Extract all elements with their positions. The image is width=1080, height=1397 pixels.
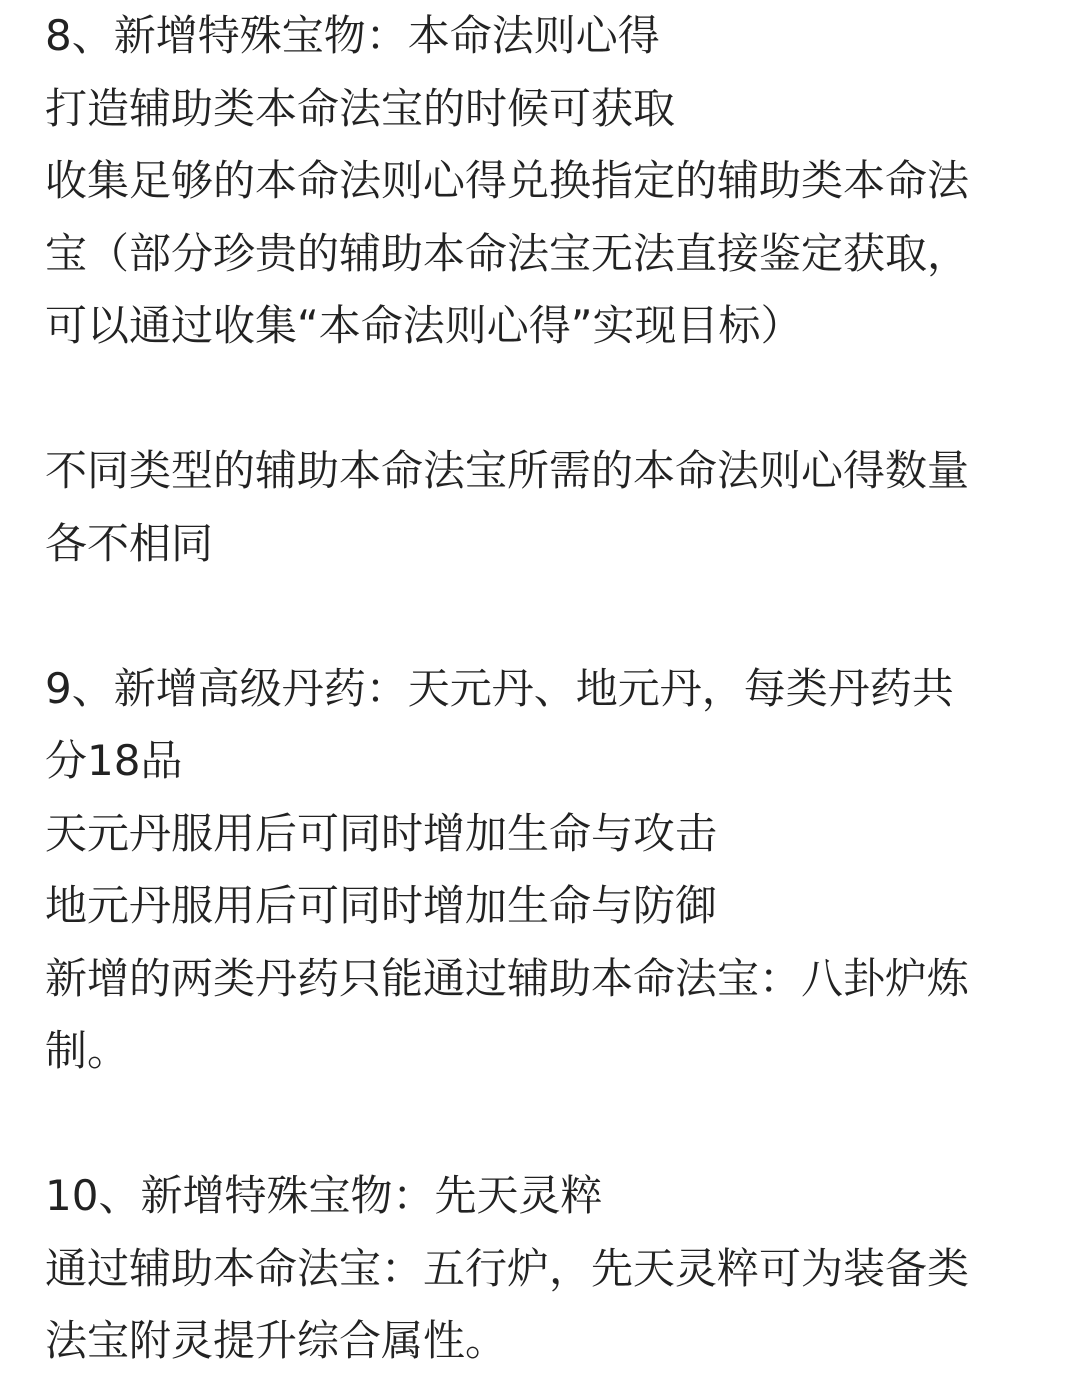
paragraph-line: 地元丹服用后可同时增加生命与防御 <box>45 881 718 930</box>
section-heading: 10、新增特殊宝物：先天灵粹 <box>45 1171 603 1220</box>
paragraph-line: 各不相同 <box>45 518 214 568</box>
section-heading: 8、新增特殊宝物：本命法则心得 <box>45 11 660 60</box>
paragraph-line: 分18品 <box>45 736 183 785</box>
paragraph-gap <box>45 580 1045 653</box>
paragraph-gap <box>45 363 1045 436</box>
section-quantity-note <box>45 435 1045 580</box>
paragraph-line: 不同类型的辅助本命法宝所需的本命法则心得数量 <box>45 446 970 495</box>
paragraph-line: 制。 <box>45 1026 130 1075</box>
paragraph-line: 法宝附灵提升综合属性。 <box>45 1316 508 1365</box>
paragraph-line: 可以通过收集“本命法则心得”实现目标） <box>45 301 803 350</box>
paragraph-line: 天元丹服用后可同时增加生命与攻击 <box>45 808 718 858</box>
section-advanced-pills-9 <box>45 653 1045 1088</box>
section-heading: 9、新增高级丹药：天元丹、地元丹，每类丹药共 <box>45 663 954 713</box>
paragraph-line: 通过辅助本命法宝：五行炉，先天灵粹可为装备类 <box>45 1243 970 1293</box>
paragraph-gap <box>45 1088 1045 1161</box>
paragraph-line: 新增的两类丹药只能通过辅助本命法宝：八卦炉炼 <box>45 953 970 1003</box>
section-special-treasure-10 <box>45 1160 1045 1378</box>
paragraph-line: 收集足够的本命法则心得兑换指定的辅助类本命法 <box>45 156 970 205</box>
section-special-treasure-8 <box>45 0 1045 363</box>
article-body <box>45 0 1045 1378</box>
paragraph-line: 打造辅助类本命法宝的时候可获取 <box>45 83 676 133</box>
paragraph-line: 宝（部分珍贵的辅助本命法宝无法直接鉴定获取， <box>45 228 970 278</box>
